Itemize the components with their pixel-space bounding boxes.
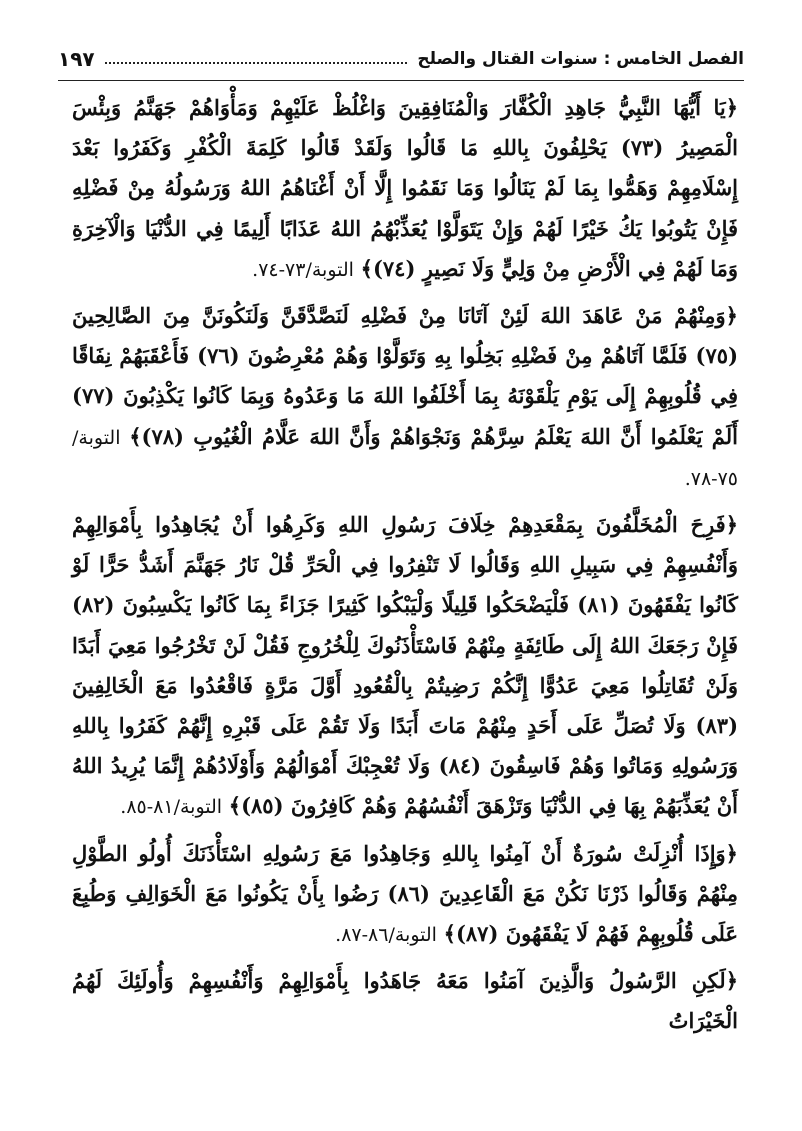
passage: [72, 505, 738, 828]
passage: [72, 88, 738, 290]
chapter-title: الفصل الخامس : سنوات القتال والصلح: [417, 49, 744, 69]
leader-dots: [105, 62, 408, 64]
running-header: [58, 44, 744, 74]
passage: [72, 961, 738, 1041]
page-number: ١٩٧: [58, 47, 95, 71]
passage: [72, 296, 738, 499]
quran-verse: ﴿يَا أَيُّهَا النَّبِيُّ جَاهِدِ الْكُفَّارَ وَالْمُنَافِقِينَ وَاغْلُظْ عَلَيْهِمْ وَمَأْوَاهُمْ جَهَنَّمُ وَبِئْسَ الْمَصِيرُ (٧٣) يَحْلِفُونَ بِاللهِ مَا قَالُوا وَلَقَدْ قَالُوا كَلِمَةَ الْكُفْرِ وَكَفَرُوا بَعْدَ إِسْلَامِهِمْ وَهَمُّوا بِمَا لَمْ يَنَالُوا وَمَا نَقَمُوا إِلَّا أَنْ أَغْنَاهُمُ اللهُ وَرَسُولُهُ مِنْ فَضْلِهِ فَإِنْ يَتُوبُوا يَكُ خَيْرًا لَهُمْ وَإِنْ يَتَوَلَّوْا يُعَذِّبْهُمُ اللهُ عَذَابًا أَلِيمًا فِي الدُّنْيَا وَالْآخِرَةِ وَمَا لَهُمْ فِي الْأَرْضِ مِنْ وَلِيٍّ وَلَا نَصِيرٍ (٧٤)﴾: [72, 95, 738, 281]
verse-reference: التوبة/٨٦-٨٧.: [335, 924, 437, 947]
quran-verse: ﴿فَرِحَ الْمُخَلَّفُونَ بِمَقْعَدِهِمْ خِلَافَ رَسُولِ اللهِ وَكَرِهُوا أَنْ يُجَاهِدُوا بِأَمْوَالِهِمْ وَأَنْفُسِهِمْ فِي سَبِيلِ اللهِ وَقَالُوا لَا تَنْفِرُوا فِي الْحَرِّ قُلْ نَارُ جَهَنَّمَ أَشَدُّ حَرًّا لَوْ كَانُوا يَفْقَهُونَ (٨١) فَلْيَضْحَكُوا قَلِيلًا وَلْيَبْكُوا كَثِيرًا جَزَاءً بِمَا كَانُوا يَكْسِبُونَ (٨٢) فَإِنْ رَجَعَكَ اللهُ إِلَى طَائِفَةٍ مِنْهُمْ فَاسْتَأْذَنُوكَ لِلْخُرُوجِ فَقُلْ لَنْ تَخْرُجُوا مَعِيَ أَبَدًا وَلَنْ تُقَاتِلُوا مَعِيَ عَدُوًّا إِنَّكُمْ رَضِيتُمْ بِالْقُعُودِ أَوَّلَ مَرَّةٍ فَاقْعُدُوا مَعَ الْخَالِفِينَ (٨٣) وَلَا تُصَلِّ عَلَى أَحَدٍ مِنْهُمْ مَاتَ أَبَدًا وَلَا تَقُمْ عَلَى قَبْرِهِ إِنَّهُمْ كَفَرُوا بِاللهِ وَرَسُولِهِ وَمَاتُوا وَهُمْ فَاسِقُونَ (٨٤) وَلَا تُعْجِبْكَ أَمْوَالُهُمْ وَأَوْلَادُهُمْ إِنَّمَا يُرِيدُ اللهُ أَنْ يُعَذِّبَهُمْ بِهَا فِي الدُّنْيَا وَتَزْهَقَ أَنْفُسُهُمْ وَهُمْ كَافِرُونَ (٨٥)﴾: [72, 512, 738, 819]
body-text: [72, 88, 738, 1042]
verse-reference: التوبة/٧٣-٧٤.: [252, 258, 354, 281]
verse-reference: التوبة/٨١-٨٥.: [120, 796, 223, 819]
passage: [72, 834, 738, 956]
header-rule: [58, 80, 744, 81]
quran-verse: ﴿لَكِنِ الرَّسُولُ وَالَّذِينَ آمَنُوا مَعَهُ جَاهَدُوا بِأَمْوَالِهِمْ وَأَنْفُسِهِمْ وَأُولَئِكَ لَهُمُ الْخَيْرَاتُ: [72, 968, 738, 1034]
quran-verse: ﴿وَمِنْهُمْ مَنْ عَاهَدَ اللهَ لَئِنْ آتَانَا مِنْ فَضْلِهِ لَنَصَّدَّقَنَّ وَلَنَكُونَنَّ مِنَ الصَّالِحِينَ (٧٥) فَلَمَّا آتَاهُمْ مِنْ فَضْلِهِ بَخِلُوا بِهِ وَتَوَلَّوْا وَهُمْ مُعْرِضُونَ (٧٦) فَأَعْقَبَهُمْ نِفَاقًا فِي قُلُوبِهِمْ إِلَى يَوْمِ يَلْقَوْنَهُ بِمَا أَخْلَفُوا اللهَ مَا وَعَدُوهُ وَبِمَا كَانُوا يَكْذِبُونَ (٧٧) أَلَمْ يَعْلَمُوا أَنَّ اللهَ يَعْلَمُ سِرَّهُمْ وَنَجْوَاهُمْ وَأَنَّ اللهَ عَلَّامُ الْغُيُوبِ (٧٨)﴾: [72, 303, 738, 449]
quran-verse: ﴿وَإِذَا أُنْزِلَتْ سُورَةٌ أَنْ آمِنُوا بِاللهِ وَجَاهِدُوا مَعَ رَسُولِهِ اسْتَأْذَنَكَ أُولُو الطَّوْلِ مِنْهُمْ وَقَالُوا ذَرْنَا نَكُنْ مَعَ الْقَاعِدِينَ (٨٦) رَضُوا بِأَنْ يَكُونُوا مَعَ الْخَوَالِفِ وَطُبِعَ عَلَى قُلُوبِهِمْ فَهُمْ لَا يَفْقَهُونَ (٨٧)﴾: [72, 840, 739, 947]
verse-reference: التوبة/٧٥-٧٨.: [72, 426, 738, 490]
